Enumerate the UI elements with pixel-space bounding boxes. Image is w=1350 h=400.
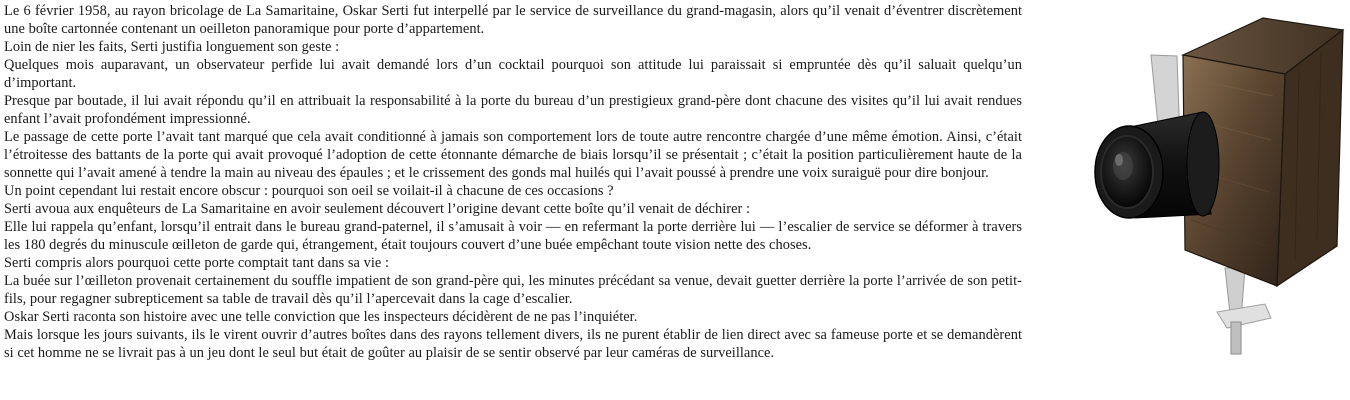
paragraph-8: Elle lui rappela qu’enfant, lorsqu’il entrait dans le bureau grand-paternel, il s’amusait à voir — en refermant la porte derrière lui — l’escalier de service se déformer à travers les 180 degrés du minuscule œilleton de garde qui, étrangement, était toujours couvert d’une buée empêchant toute vision nette des choses.	[4, 219, 1022, 253]
paragraph-7: Serti avoua aux enquêteurs de La Samaritaine en avoir seulement découvert l’origine devant cette boîte qu’il venait de déchirer :	[4, 201, 751, 217]
camera-lens	[1095, 112, 1219, 218]
paragraph-1: Le 6 février 1958, au rayon bricolage de La Samaritaine, Oskar Serti fut interpellé par le service de surveillance du grand-magasin, alors qu’il venait d’éventrer discrètement une boîte cartonnée contenant un oeilleton panoramique pour porte d’appartement.	[4, 3, 1022, 37]
paragraph-5: Le passage de cette porte l’avait tant marqué que cela avait conditionné à jamais son comportement lors de toute autre rencontre chargée d’une même émotion. Ainsi, c’était l’étroitesse des battants de la porte qui avait provoqué l’adoption de cette étonnante démarche de biais lorsqu’il se présentait ; c’était la position particulièrement haute de la sonnette qui l’avait amené à tendre la main au niveau des épaules ; et le crissement des gonds mal huilés qui l’avait poussé à prendre une voix suraiguë pour dire bonjour.	[4, 129, 1022, 181]
paragraph-6: Un point cependant lui restait encore obscur : pourquoi son oeil se voilait-il à chacune de ces occasions ?	[4, 183, 614, 199]
paragraph-9: Serti compris alors pourquoi cette porte comptait tant dans sa vie :	[4, 255, 390, 271]
article-text	[4, 2, 1022, 362]
surveillance-camera-icon	[1085, 0, 1347, 400]
paragraph-11: Oskar Serti raconta son histoire avec une telle conviction que les inspecteurs décidèrent de ne pas l’inquiéter.	[4, 309, 638, 325]
paragraph-3: Quelques mois auparavant, un observateur perfide lui avait demandé lors d’un cocktail pourquoi son attitude lui paraissait si empruntée dès qu’il saluait quelqu’un d’important.	[4, 57, 1022, 91]
paragraph-2: Loin de nier les faits, Serti justifia longuement son geste :	[4, 39, 340, 55]
paragraph-4: Presque par boutade, il lui avait répondu qu’il en attribuait la responsabilité à la porte du bureau d’un prestigieux grand-père dont chacune des visites qu’il lui avait rendues enfant l’avait profondément impressionné.	[4, 93, 1022, 127]
paragraph-12: Mais lorsque les jours suivants, ils le virent ouvrir d’autres boîtes dans des rayons tellement divers, ils ne purent établir de lien direct avec sa fameuse porte et se demandèrent si cet homme ne se livrait pas à un jeu dont le seul but était de goûter au plaisir de se sentir observé par leur caméras de surveillance.	[4, 327, 1022, 361]
paragraph-10: La buée sur l’œilleton provenait certainement du souffle impatient de son grand-père qui, les minutes précédant sa venue, devait guetter derrière la porte l’arrivée de son petit-fils, pour regagner subrepticement sa table de travail dès qu’il l’apercevait dans la cage d’escalier.	[4, 273, 1022, 307]
